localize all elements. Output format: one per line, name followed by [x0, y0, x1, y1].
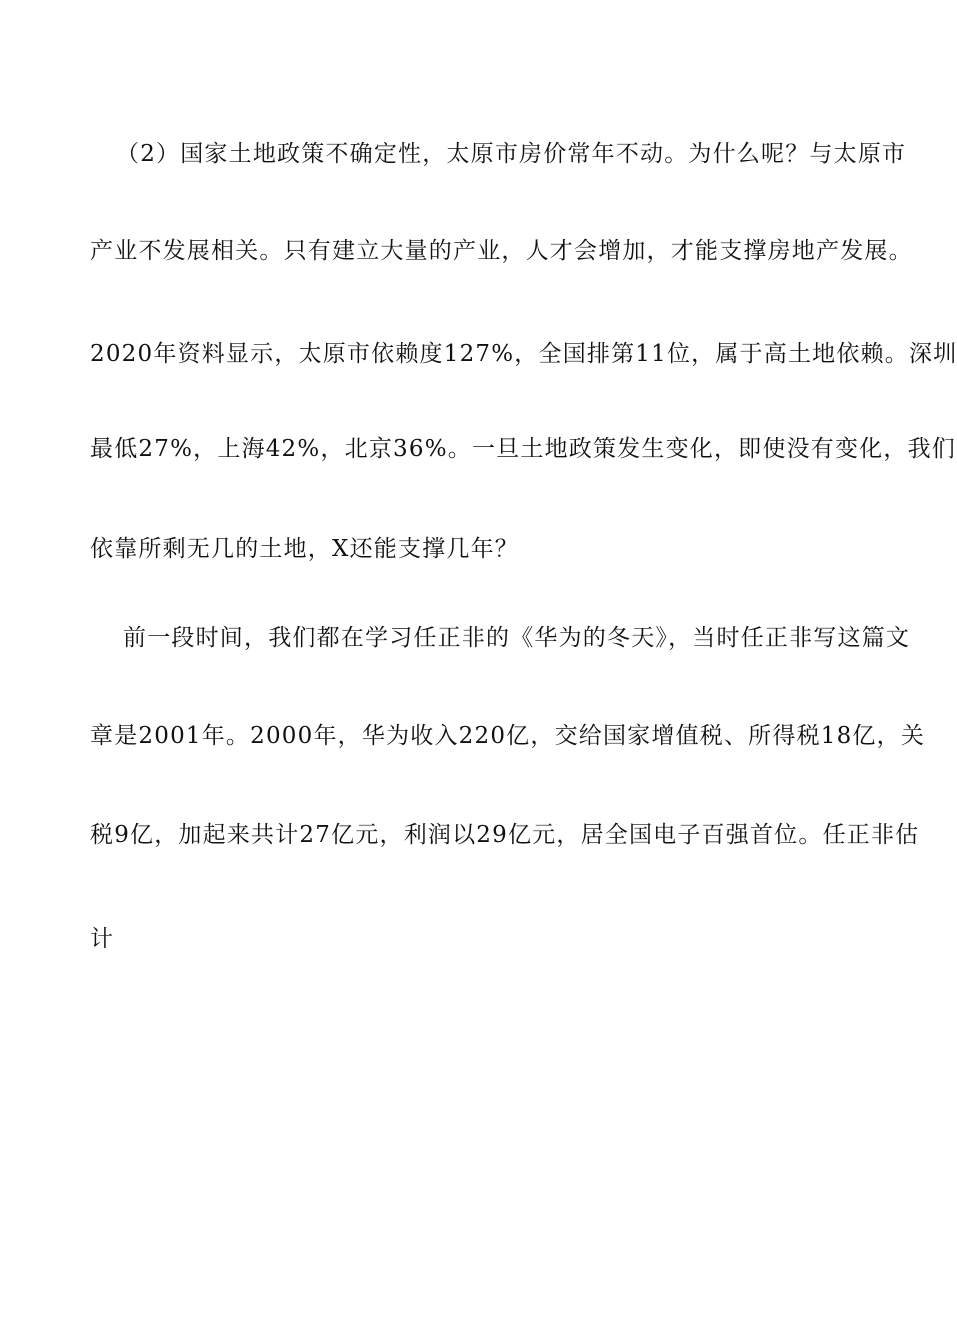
paragraph-1-line-1: （2）国家土地政策不确定性，太原市房价常年不动。为什么呢？与太原市	[116, 141, 907, 167]
paragraph-2-line-2: 章是2001年。2000年，华为收入220亿，交给国家增值税、所得税18亿，关	[90, 723, 926, 749]
paragraph-1-line-3: 2020年资料显示，太原市依赖度127%，全国排第11位，属于高土地依赖。深圳	[90, 341, 957, 367]
paragraph-1-line-4: 最低27%，上海42%，北京36%。一旦土地政策发生变化，即使没有变化，我们	[90, 436, 956, 462]
paragraph-2-line-4: 计	[90, 926, 115, 952]
paragraph-1-line-5: 依靠所剩无几的土地，X还能支撑几年？	[90, 536, 519, 562]
paragraph-1-line-2: 产业不发展相关。只有建立大量的产业，人才会增加，才能支撑房地产发展。	[90, 238, 913, 264]
paragraph-2-line-1: 前一段时间，我们都在学习任正非的《华为的冬天》，当时任正非写这篇文	[123, 625, 911, 651]
paragraph-2-line-3: 税9亿，加起来共计27亿元，利润以29亿元，居全国电子百强首位。任正非估	[90, 822, 920, 848]
